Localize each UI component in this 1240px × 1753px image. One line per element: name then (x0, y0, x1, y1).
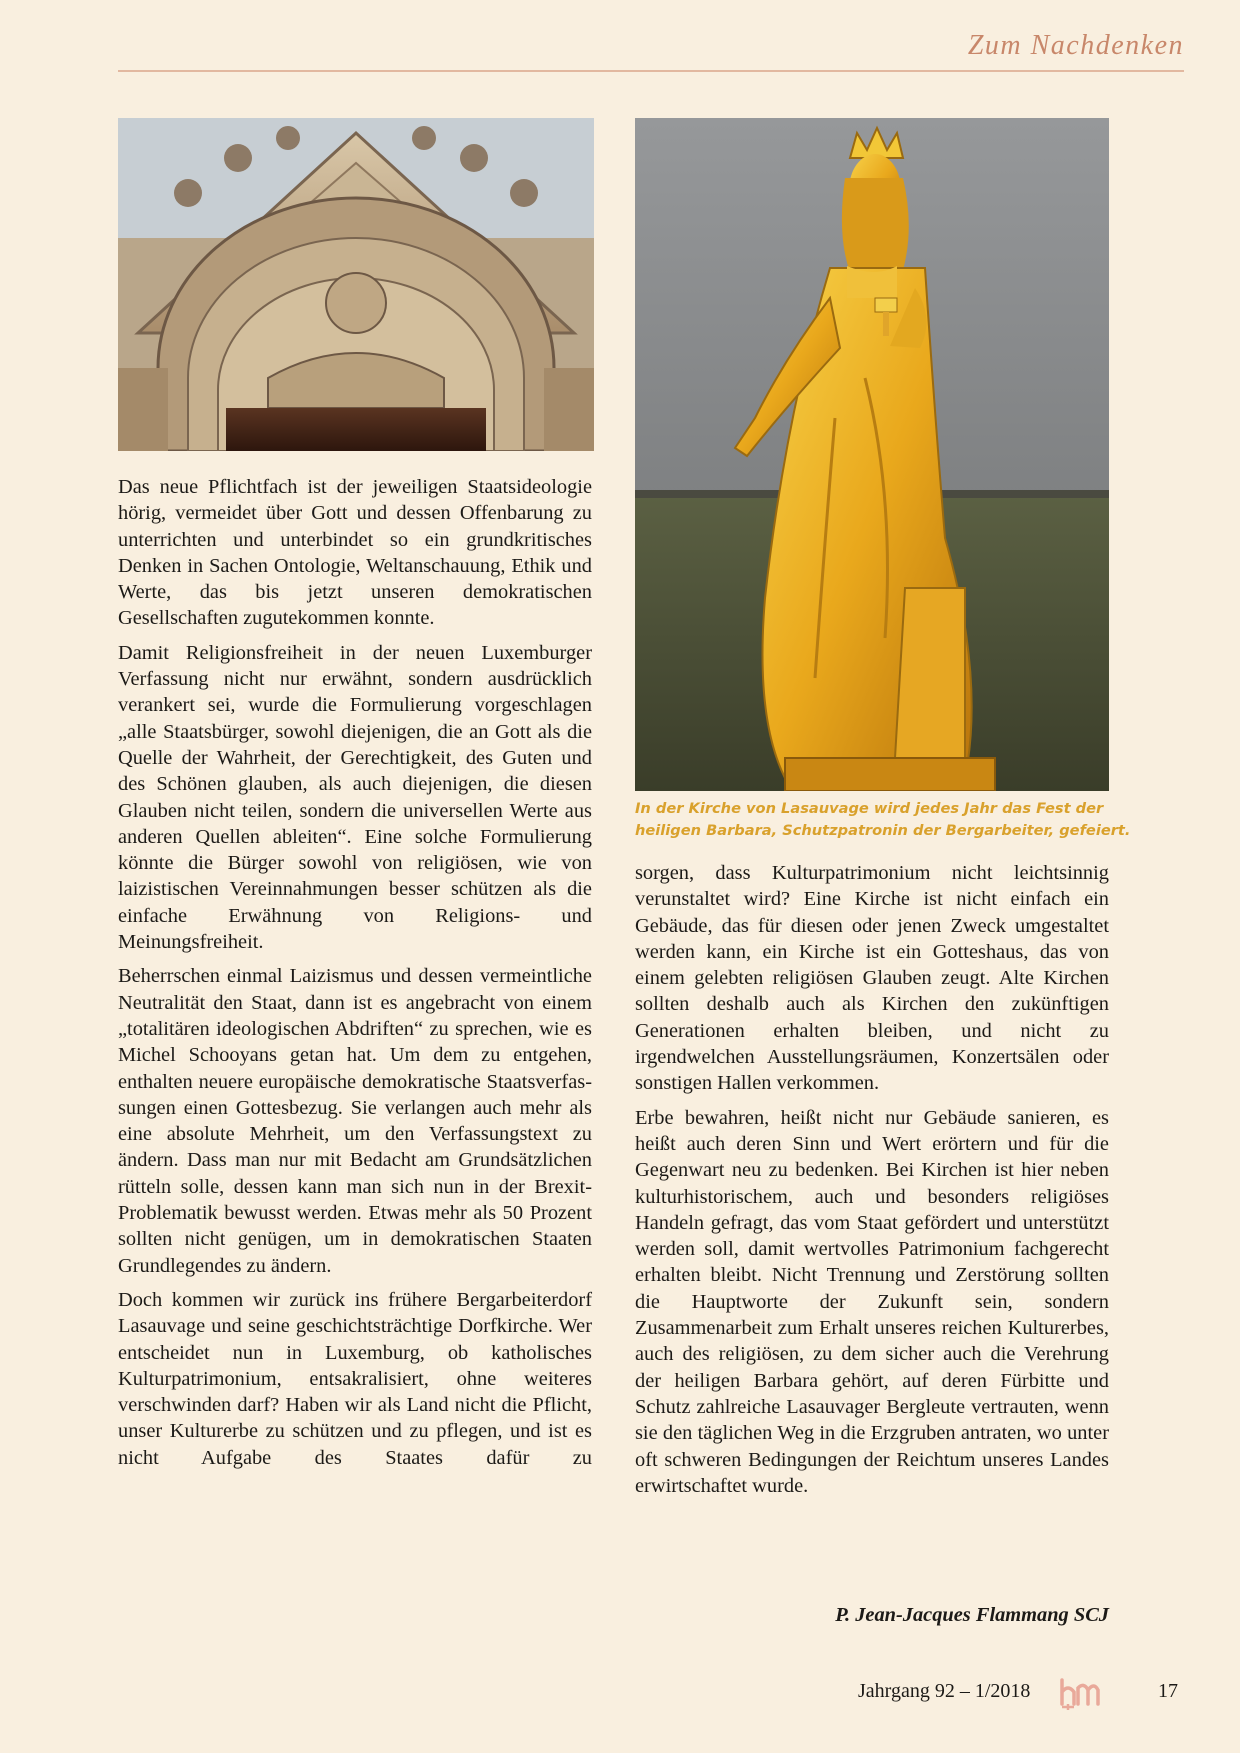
hm-logo-icon (1058, 1676, 1106, 1710)
page-number: 17 (1158, 1680, 1178, 1702)
paragraph: Doch kommen wir zurück ins frühere Bergarbeiterdorf Lasauvage und seine geschichtsträchtige Dorfkirche. Wer entscheidet nun in Luxemburg, ob katholisches Kulturpatrimonium, entsakralisiert, ohne weiteres verschwinden darf? Haben wir als Land nicht die Pflicht, unser Kulturerbe zu schützen und zu pflegen, und ist es nicht Aufgabe des Staates dafür zu (118, 1288, 592, 1469)
paragraph: Beherrschen einmal Laizismus und dessen vermeintliche Neutralität den Staat, dann ist es angebracht von einem „totalitären ideologischen Abdriften“ zu sprechen, wie es Michel Schooyans getan hat. Um dem zu entgehen, enthalten neuere europäische demokratische Staatsverfassungen einen Gottesbezug. Sie verlangen auch mehr als eine absolute Mehrheit, um den Verfassungstext zu ändern. Dass man nur mit Bedacht am Grundsätzlichen rütteln solle, dessen kann man sich nun in der Brexit-Problematik bewusst werden. Etwas mehr als 50 Prozent sollten nicht genügen, um in demokratischen Staaten Grundlegendes zu ändern. (118, 965, 592, 1277)
paragraph: Damit Religionsfreiheit in der neuen Luxemburger Verfassung nicht nur erwähnt, sondern ausdrücklich verankert sei, wurde die Formulierung vorgeschlagen „alle Staatsbürger, sowohl diejenigen, die an Gott als die Quelle der Wahrheit, der Gerechtigkeit, des Guten und des Schönen glauben, als auch diejenigen, die diesen Glauben nicht teilen, sondern die universellen Werte aus anderen Quellen ableiten“. Eine solche Formulierung könnte die Bürger sowohl von religiösen, wie von laizistischen Vereinnahmungen besser schützen als die einfache Erwähnung von Religions- und Meinungsfreiheit. (118, 641, 592, 954)
image-caption (635, 798, 1131, 842)
saint-barbara-statue-photo (635, 118, 1109, 791)
right-text-column (635, 860, 1109, 1507)
caption-line: heiligen Barbara, Schutzpatronin der Bergarbeiter, gefeiert. (635, 822, 1131, 839)
issue-label: Jahrgang 92 – 1/2018 (858, 1680, 1031, 1702)
paragraph: sorgen, dass Kulturpatrimonium nicht leichtsinnig verunstaltet wird? Eine Kirche ist nicht einfach ein Gebäude, das für diesen oder jenen Zweck umgestaltet werden kann, ein Kirche ist ein Gotteshaus, das von einem gelebten religiösen Glauben zeugt. Alte Kirchen sollten deshalb auch als Kirchen den zukünftigen Generationen erhalten bleiben, und nicht zu irgendwelchen Ausstellungsräumen, Konzertsälen oder sonstigen Hallen verkommen. (635, 862, 1109, 1095)
statue-illustration (635, 118, 1109, 791)
page-header-title: Zum Nachdenken (967, 30, 1184, 61)
paragraph: Erbe bewahren, heißt nicht nur Gebäude sanieren, es heißt auch deren Sinn und Wert erörtern und für die Gegenwart neu zu bedenken. Bei Kirchen ist hier neben kulturhistorischem, auch und besonders religiöses Handeln gefragt, das vom Staat gefördert und unterstützt werden soll, damit wertvolles Patrimonium fachgerecht erhalten bleibt. Nicht Trennung und Zerstörung sollten die Hauptworte der Zukunft sein, sondern Zusammenarbeit zum Erhalt unseres reichen Kulturerbes, auch des religiösen, zu dem sicher auch die Verehrung der heiligen Barbara gehört, auf deren Fürbitte und Schutz zahlreiche Lasauvager Bergleute vertrauten, wenn sie den täglichen Weg in die Erzgruben antraten, wo unter oft schweren Bedingungen der Reichtum unseres Landes erwirtschaftet wurde. (635, 1106, 1109, 1497)
left-text-column (118, 474, 592, 1479)
header-rule (118, 70, 1184, 72)
caption-line: In der Kirche von Lasauvage wird jedes Jahr das Fest der (635, 800, 1104, 817)
paragraph: Das neue Pflichtfach ist der jeweiligen Staatsideologie hörig, vermeidet über Gott und dessen Offenbarung zu unterrichten und unterbindet so ein grundkritisches Denken in Sachen Ontologie, Weltanschauung, Ethik und Werte, das bis jetzt unseren demokratischen Gesellschaften zugutekommen konnte. (118, 476, 592, 630)
church-portal-photo (118, 118, 594, 451)
portal-illustration (118, 118, 594, 451)
article-author: P. Jean-Jacques Flammang SCJ (835, 1604, 1109, 1626)
